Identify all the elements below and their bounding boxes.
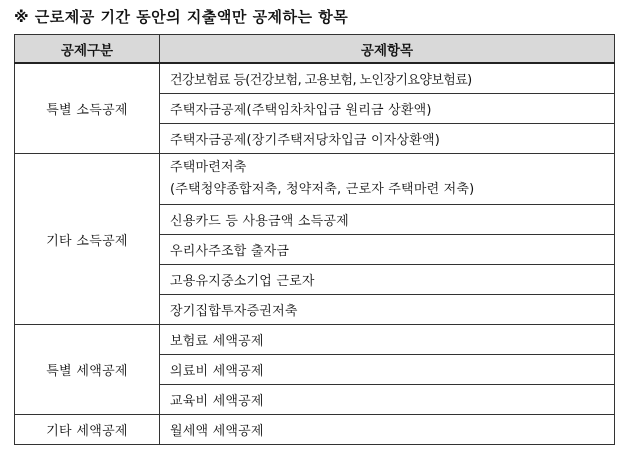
item-text: 보험료 세액공제 [170, 334, 264, 349]
category-cell: 기타 소득공제 [15, 154, 160, 325]
item-cell [160, 205, 615, 235]
table-header-row [15, 35, 615, 64]
deduction-table [14, 34, 615, 445]
category-cell: 기타 세액공제 [15, 415, 160, 445]
category-cell: 특별 소득공제 [15, 63, 160, 154]
item-text: 신용카드 등 사용금액 소득공제 [170, 214, 349, 229]
item-cell [160, 265, 615, 295]
table-body [15, 63, 615, 445]
item-cell [160, 325, 615, 355]
item-cell [160, 63, 615, 94]
item-text: 우리사주조합 출자금 [170, 244, 290, 259]
item-text: 주택자금공제(장기주택저당차입금 이자상환액) [170, 133, 441, 148]
table-row [15, 63, 615, 94]
table-row [15, 415, 615, 445]
item-text: 교육비 세액공제 [170, 394, 264, 409]
header-category: 공제구분 [15, 35, 160, 64]
item-text: 월세액 세액공제 [170, 424, 264, 439]
table-row [15, 325, 615, 355]
item-text: 장기집합투자증권저축 [170, 304, 298, 319]
item-text: 의료비 세액공제 [170, 364, 264, 379]
category-cell: 특별 세액공제 [15, 325, 160, 415]
page-title: ※ 근로제공 기간 동안의 지출액만 공제하는 항목 [14, 8, 349, 26]
header-items: 공제항목 [160, 35, 615, 64]
item-cell [160, 154, 615, 205]
item-text: 고용유지중소기업 근로자 [170, 274, 315, 289]
item-text: 주택마련저축 [170, 160, 247, 175]
item-cell [160, 355, 615, 385]
table-row [15, 154, 615, 205]
item-cell [160, 385, 615, 415]
item-cell [160, 235, 615, 265]
item-text: 건강보험료 등(건강보험, 고용보험, 노인장기요양보험료) [170, 73, 472, 88]
item-cell [160, 295, 615, 325]
item-text: (주택청약종합저축, 청약저축, 근로자 주택마련 저축) [170, 182, 475, 197]
item-cell [160, 124, 615, 154]
item-cell [160, 415, 615, 445]
item-text: 주택자금공제(주택임차차입금 원리금 상환액) [170, 103, 432, 118]
item-cell [160, 94, 615, 124]
